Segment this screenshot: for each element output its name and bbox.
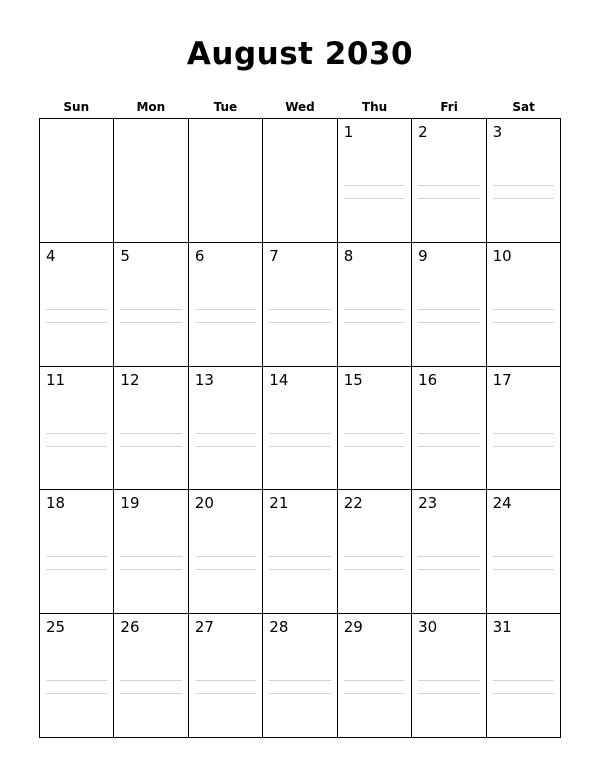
note-line — [120, 569, 181, 570]
note-line — [46, 693, 107, 694]
note-line — [493, 433, 554, 434]
empty-day-cell — [114, 119, 188, 243]
note-line — [46, 556, 107, 557]
note-line — [120, 680, 181, 681]
day-cell — [338, 490, 412, 614]
note-line — [269, 569, 330, 570]
note-line — [120, 322, 181, 323]
day-number: 8 — [343, 246, 354, 265]
note-line — [195, 433, 256, 434]
note-line — [418, 309, 479, 310]
day-cell — [487, 614, 561, 738]
day-cell — [412, 243, 486, 367]
note-line — [195, 446, 256, 447]
day-cell — [189, 490, 263, 614]
note-line — [418, 433, 479, 434]
note-line — [344, 185, 405, 186]
day-cell — [40, 614, 114, 738]
weekday-label-thu: Thu — [361, 100, 388, 114]
day-number: 25 — [46, 618, 66, 637]
empty-day-cell — [189, 119, 263, 243]
month-title: August 2030 — [186, 36, 414, 72]
note-line — [46, 322, 107, 323]
day-cell — [338, 367, 412, 491]
note-line — [46, 446, 107, 447]
day-cell — [263, 243, 337, 367]
empty-day-cell — [40, 119, 114, 243]
note-line — [344, 693, 405, 694]
day-number: 21 — [269, 494, 289, 513]
note-line — [120, 446, 181, 447]
day-cell — [487, 119, 561, 243]
note-line — [120, 693, 181, 694]
note-line — [195, 322, 256, 323]
day-number: 29 — [343, 618, 363, 637]
day-cell — [189, 614, 263, 738]
day-number: 26 — [120, 618, 140, 637]
weekday-label-mon: Mon — [136, 100, 166, 114]
day-number: 2 — [418, 123, 428, 141]
note-line — [493, 198, 554, 199]
weekday-label-sun: Sun — [63, 100, 90, 114]
day-number: 27 — [194, 618, 214, 637]
day-number: 14 — [269, 370, 289, 389]
note-line — [344, 680, 405, 681]
note-line — [46, 569, 107, 570]
weekday-label-sat: Sat — [512, 100, 535, 114]
note-line — [493, 309, 554, 310]
note-line — [418, 569, 479, 570]
day-cell — [412, 614, 486, 738]
day-cell — [114, 614, 188, 738]
day-number: 16 — [418, 370, 438, 389]
day-cell — [487, 367, 561, 491]
day-number: 15 — [343, 370, 363, 389]
day-cell — [263, 367, 337, 491]
weekday-header-row — [39, 100, 561, 114]
note-line — [344, 446, 405, 447]
note-line — [46, 680, 107, 681]
day-number: 20 — [194, 494, 214, 513]
note-line — [269, 322, 330, 323]
note-line — [46, 309, 107, 310]
day-number: 10 — [492, 246, 512, 265]
note-line — [195, 309, 256, 310]
note-line — [195, 556, 256, 557]
day-number: 12 — [120, 370, 140, 389]
day-cell — [338, 243, 412, 367]
weekday-label-wed: Wed — [285, 100, 315, 114]
note-line — [493, 446, 554, 447]
day-cell — [40, 367, 114, 491]
note-line — [195, 569, 256, 570]
day-number: 30 — [418, 618, 438, 637]
day-number: 9 — [418, 246, 428, 265]
note-line — [344, 569, 405, 570]
note-line — [120, 309, 181, 310]
day-number: 19 — [120, 494, 140, 513]
note-line — [269, 433, 330, 434]
day-cell — [487, 490, 561, 614]
day-cell — [40, 243, 114, 367]
note-line — [344, 556, 405, 557]
note-line — [344, 322, 405, 323]
day-cell — [40, 490, 114, 614]
day-cell — [338, 614, 412, 738]
day-cell — [114, 490, 188, 614]
note-line — [418, 556, 479, 557]
day-number: 18 — [46, 494, 66, 513]
day-cell — [263, 490, 337, 614]
note-line — [493, 569, 554, 570]
day-cell — [412, 490, 486, 614]
day-number: 24 — [492, 494, 512, 513]
note-line — [418, 446, 479, 447]
note-line — [344, 198, 405, 199]
day-number: 22 — [343, 494, 363, 513]
note-line — [418, 680, 479, 681]
note-line — [120, 556, 181, 557]
day-number: 7 — [269, 246, 279, 265]
note-line — [418, 185, 479, 186]
note-line — [493, 322, 554, 323]
note-line — [418, 693, 479, 694]
note-line — [269, 680, 330, 681]
note-line — [344, 309, 405, 310]
day-cell — [114, 367, 188, 491]
day-cell — [263, 614, 337, 738]
note-line — [269, 556, 330, 557]
note-line — [269, 309, 330, 310]
note-line — [493, 556, 554, 557]
day-number: 28 — [269, 618, 289, 637]
day-cell — [189, 367, 263, 491]
note-line — [46, 433, 107, 434]
day-number: 4 — [46, 246, 56, 265]
note-line — [195, 680, 256, 681]
day-number: 6 — [194, 246, 205, 265]
note-line — [120, 433, 181, 434]
day-number: 3 — [492, 123, 503, 141]
day-cell — [189, 243, 263, 367]
empty-day-cell — [263, 119, 337, 243]
note-line — [418, 198, 479, 199]
note-line — [195, 693, 256, 694]
day-number: 5 — [120, 246, 130, 265]
note-line — [344, 433, 405, 434]
day-number: 1 — [343, 123, 354, 141]
day-cell — [412, 367, 486, 491]
day-number: 11 — [46, 370, 66, 389]
day-cell — [114, 243, 188, 367]
note-line — [493, 185, 554, 186]
weekday-label-tue: Tue — [213, 100, 238, 114]
day-number: 13 — [194, 370, 214, 389]
note-line — [269, 446, 330, 447]
weekday-label-fri: Fri — [440, 100, 458, 114]
day-cell — [487, 243, 561, 367]
note-line — [493, 693, 554, 694]
note-line — [493, 680, 554, 681]
note-line — [418, 322, 479, 323]
calendar-grid — [39, 118, 561, 738]
day-number: 31 — [492, 618, 512, 637]
day-cell — [412, 119, 486, 243]
day-number: 17 — [492, 370, 512, 389]
note-line — [269, 693, 330, 694]
day-number: 23 — [418, 494, 438, 513]
day-cell — [338, 119, 412, 243]
